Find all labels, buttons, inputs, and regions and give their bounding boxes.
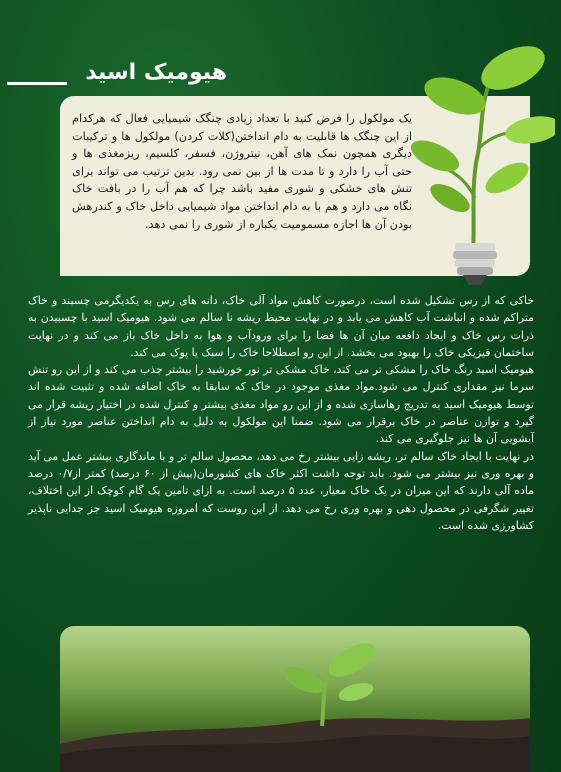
seedling-in-soil-photo: [60, 626, 530, 772]
page-title: هیومیک اسید: [85, 60, 227, 85]
paragraph-1: خاکی که از رس تشکیل شده است، درصورت کاهش مواد آلی خاک، دانه های رس به یکدیگرمی چسبند و خاک متراکم شده و انباشت آب کاهش می یابد و در نهایت محیط ریشه نا سالم می شود. هیومیک اسید با چسبیدن به ذرات رس خاک و ایجاد دافعه میان آن ها فضا را برای ورودآب و هوا به داخل خاک باز می کند و در نهایت ساختمان فیزیکی خاک را بهبود می بخشد. از این رو اصطلاحا خاک را سبک یا پوک می کند.: [28, 294, 534, 359]
plant-in-lightbulb-image: [395, 38, 555, 288]
main-text: [28, 292, 534, 534]
paragraph-2: هیومیک اسید رنگ خاک را مشکی تر می کند، خاک مشکی تر نور خورشید را بیشتر جذب می کند و از این رو تنش سرما نیز مقداری کنترل می شود.مواد مغذی موجود در خاک که سابقا به خاک اضافه شده و تثبیت شده اند توسط هیومیک اسید به تدریج رهاسازی شده و از این رو مواد مغذی بیشتر و کنترل شده در اختیار ریشه قرار می گیرد و توازن عناصر در خاک برقرار می شود. ضمنا این مولکول به دلیل به دام انداختن عناصر مورد نیاز از آبشویی آن ها نیز جلوگیری می کند.: [28, 363, 534, 446]
title-underline: [7, 82, 67, 85]
paragraph-3: در نهایت با ایجاد خاک سالم تر، ریشه زایی بیشتر رخ می دهد، محصول سالم تر و با ماندگاری بیشتر عمل می آید و بهره وری نیز بیشتر می شود. باید توجه داشت اکثر خاک های کشورمان(بیش از ۶۰ درصد) کمتر از۰/۷ درصد ماده آلی دارند که این میزان در یک خاک معیار، عدد ۵ درصد است. به ازای تامین یک گام کوچک از این اختلاف، تغییر شگرفی در محصول دهی و بهره وری رخ می دهد. از این روست که امروزه هیومیک اسید جز جدایی ناپذیر کشاورزی شده است.: [28, 449, 534, 532]
intro-box-text: یک مولکول را فرض کنید با تعداد زیادی چنگک شیمیایی فعال که هرکدام از این چنگک ها قابلیت به دام انداختن(کلات کردن) مولکول ها و ترکیبات دیگری همچون نمک های آهن، نیتروژن، فسفر، کلسیم، ریزمغذی ها و حتی آب را دارد و تا مدت ها از بین نمی رود. بدین ترتیب می تواند برای تنش های خشکی و شوری مفید باشد چرا که هم آب را در بافت خاک نگاه می دارد و هم با به دام انداختن مواد شیمیایی داخل خاک و کندرهش بودن آن ها اجازه مسمومیت یکباره از شوری را نمی دهد.: [72, 112, 412, 231]
title-block: [27, 60, 227, 94]
seedling-icon: [60, 626, 530, 772]
